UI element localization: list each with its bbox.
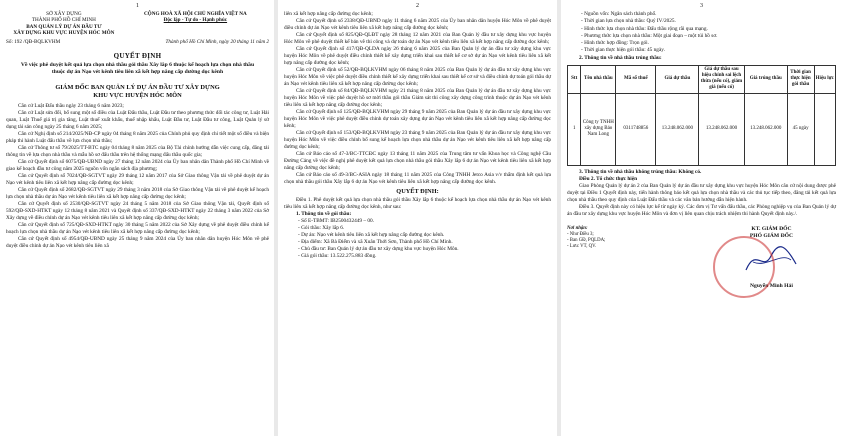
info-line: - Địa điểm: Xã Bà Điểm và xã Xuân Thới Sơn, Thành phố Hồ Chí Minh. xyxy=(298,239,453,245)
article-3: Điều 3. Quyết định này có hiệu lực kể từ ngày ký. Các đơn vị Tư vấn đấu thầu, các Phòng nghiệp vụ của Ban Quản lý dự án đầu tư xây dựng khu vực huyện Hóc Môn và đơn vị liên quan chịu trách nhiệm thi hành Quyết định này./. xyxy=(567,203,836,217)
signer-name: Nguyễn Minh Hải xyxy=(749,282,793,289)
info-line: - Chủ đầu tư: Ban Quản lý dự án đầu tư xây dựng khu vực huyện Hóc Môn. xyxy=(298,246,459,252)
legal-basis-item: Căn cứ Quyết định số 153/QĐ-BQLKVHM ngày 23 tháng 9 năm 2025 của Ban Quản lý dự án đầu tư xây dựng khu vực huyện Hóc Môn về việc điều chỉnh bổ sung kế hoạch lựa chọn nhà thầu dự án Nạo vét kênh tiêu liên xã kết hợp nâng cấp đường dọc kênh; xyxy=(284,130,551,150)
package-info-list xyxy=(284,218,551,260)
authority-heading xyxy=(6,84,269,100)
authority-line: KHU VỰC HUYỆN HÓC MÔN xyxy=(93,92,182,100)
continued-text: liên xã kết hợp nâng cấp đường dọc kênh; xyxy=(284,11,373,17)
info-line: - Phương thức lựa chọn nhà thầu: Một giai đoạn – một túi hồ sơ. xyxy=(581,32,718,39)
table-cell xyxy=(814,93,836,165)
package-info-list xyxy=(567,11,836,55)
legal-basis-item: Căn cứ Quyết định số 84/QĐ-BQLKVHM ngày 21 tháng 8 năm 2025 của Ban Quản lý dự án đầu tư xây dựng khu vực huyện Hóc Môn về việc phê duyệt hồ sơ mời thầu gói thầu Giám sát thi công xây dựng công trình thuộc dự án Nạo vét kênh tiêu liên xã kết hợp nâng cấp đường dọc kênh; xyxy=(284,88,551,108)
legal-basis-list xyxy=(6,103,269,250)
agency-line: XÂY DỰNG KHU VỰC HUYỆN HÓC MÔN xyxy=(13,29,115,36)
document-title: QUYẾT ĐỊNH xyxy=(113,52,162,61)
document-date: Thành phố Hồ Chí Minh, ngày 20 tháng 11 năm 2 xyxy=(165,39,269,46)
document-meta xyxy=(6,39,269,45)
column-header: Mã số thuế xyxy=(616,65,656,93)
signer-role: KT. GIÁM ĐỐC xyxy=(751,225,792,232)
table-cell: 13.248.062.000 xyxy=(656,93,699,165)
issuing-agency xyxy=(6,11,122,36)
page-number: 1 xyxy=(136,3,139,9)
table-cell: 45 ngày xyxy=(787,93,814,165)
national-motto xyxy=(122,11,269,36)
legal-basis-item: Căn cứ Quyết định số 825/QĐ-QLĐT ngày 28 tháng 12 năm 2021 của Ban Quản lý đầu tư xây dựng khu vực huyện Hóc Môn về phê duyệt thiết kế bản vẽ thi công và dự toán dự án Nạo vét kênh tiêu liên xã kết hợp nâng cấp đường dọc kênh; xyxy=(284,32,551,45)
info-line: - Hình thức lựa chọn nhà thầu: Đấu thầu rộng rãi qua mạng. xyxy=(581,25,708,32)
decision-heading: QUYẾT ĐỊNH: xyxy=(396,188,439,195)
winner-table xyxy=(567,65,836,166)
info-line: - Thời gian thực hiện gói thầu: 45 ngày. xyxy=(581,47,665,54)
column-header: Giá dự thầu xyxy=(656,65,699,93)
document-page-3 xyxy=(561,0,842,436)
info-line: - Số E-TBMT: IB2500432449 – 00. xyxy=(298,218,374,224)
document-page-2 xyxy=(278,0,557,436)
legal-basis-item: Căn cứ Quyết định số 2338/QĐ-UBND ngày 11 tháng 6 năm 2025 của Ủy ban nhân dân huyện Hóc Môn về phê duyệt điều chỉnh dự án Nạo vét kênh tiêu liên xã kết hợp nâng cấp đường dọc kênh; xyxy=(284,18,551,31)
agency-line: BAN QUẢN LÝ DỰ ÁN ĐẦU TƯ xyxy=(26,23,102,30)
legal-basis-item: Căn cứ Báo cáo số 47-3/BC-TTCĐC ngày 13 tháng 11 năm 2025 của Trung tâm tư vấn Khoa học và Công nghệ Cầu Đường Cảng về việc đề nghị phê duyệt kết quả lựa chọn nhà thầu gói thầu Xây lắp 6 dự án Nạo vét kênh tiêu liên xã kết hợp nâng cấp đường dọc kênh; xyxy=(284,151,551,171)
table-header-row xyxy=(568,65,836,93)
legal-basis-item: Căn cứ Quyết định số 52/QĐ-BQLKVHM ngày 06 tháng 8 năm 2025 của Ban Quản lý dự án đầu tư xây dựng khu vực huyện Hóc Môn về việc phê duyệt điều chỉnh thiết kế xây dựng triển khai sau thiết kế cơ sở và điều chỉnh dự toán gói thầu dự án Nạo vét kênh tiêu liên xã kết hợp nâng cấp đường dọc kênh; xyxy=(284,67,551,87)
legal-basis-item: Căn cứ Quyết định số 2682/QĐ-SGTVT ngày 29 tháng 3 năm 2018 của Sở Giao thông Vận tải về phê duyệt kế hoạch lựa chọn nhà thầu dự án Nạo vét kênh tiêu liên xã kết hợp nâng cấp đường dọc kênh; xyxy=(6,187,269,201)
legal-basis-item: Căn cứ Nghị định số 214/2025/NĐ-CP ngày 04 tháng 8 năm 2025 của Chính phủ quy định chi tiết một số điều và biện pháp thi hành Luật đấu thầu về lựa chọn nhà thầu; xyxy=(6,131,269,145)
recipients-label: Nơi nhận: xyxy=(567,225,588,231)
motto-line: Độc lập - Tự do - Hạnh phúc xyxy=(163,17,228,24)
agency-line: SỞ XÂY DỰNG xyxy=(46,11,82,17)
info-line: - Thời gian lựa chọn nhà thầu: Quý IV/2025. xyxy=(581,18,676,25)
legal-basis-item: Căn cứ Báo cáo số 49-3/BC-ASIA ngày 18 tháng 11 năm 2025 của Công TNHH Jetco Asia v/v thẩm định kết quả lựa chọn nhà thầu gói thầu Xây lắp 6 dự án Nạo vét kênh tiêu liên xã kết hợp nâng cấp đường dọc kênh. xyxy=(284,172,551,185)
legal-basis-item: Căn cứ Quyết định số 7024/QĐ-SGTVT ngày 29 tháng 12 năm 2017 của Sở Giao thông Vận tải về phê duyệt dự án Nạo vét kênh tiêu liên xã kết hợp nâng cấp đường dọc kênh; xyxy=(6,173,269,187)
legal-basis-item: Căn cứ Luật Đấu thầu ngày 23 tháng 6 năm 2023; xyxy=(18,103,124,110)
signer-title: PHÓ GIÁM ĐỐC xyxy=(749,232,794,239)
column-header: Stt xyxy=(568,65,581,93)
recipient-item: - Như Điều 3; xyxy=(567,231,594,237)
document-header xyxy=(6,11,269,36)
legal-basis-item: Căn cứ Quyết định số 4954/QĐ-UBND ngày 25 tháng 9 năm 2024 của Ủy ban nhân dân huyện Hóc Môn về phê duyệt điều chỉnh dự án Nạo vét kênh tiêu liên xã xyxy=(6,236,269,250)
legal-basis-item: Căn cứ Quyết định số 125/QĐ-BQLKVHM ngày 29 tháng 9 năm 2025 của Ban Quản lý dự án đầu tư xây dựng khu vực huyện Hóc Môn về việc phê duyệt điều chỉnh dự toán xây dựng dự án Nạo vét kênh tiêu liên xã kết hợp nâng cấp đường dọc kênh; xyxy=(284,109,551,129)
agency-line: THÀNH PHỐ HỒ CHÍ MINH xyxy=(31,17,96,24)
legal-basis-list xyxy=(284,18,551,186)
recipient-item: - Lưu: VT, QV. xyxy=(567,243,597,249)
official-stamp xyxy=(713,236,775,298)
signer-block xyxy=(707,226,836,290)
column-header: Hiệu lực xyxy=(814,65,836,93)
legal-basis-item: Căn cứ Luật sửa đổi, bổ sung một số điều của Luật Đấu thầu, Luật Đầu tư theo phương thức đối tác công tư, Luật Hải quan, Luật Thuế giá trị gia tăng, Luật thuế xuất khẩu, thuế nhập khẩu, Luật Đầu tư, Luật Đầu tư công, Luật Quản lý sử dụng tài sản công ngày 25 tháng 6 năm 2025; xyxy=(6,110,269,131)
signature-block xyxy=(567,226,836,290)
info-line: - Giá gói thầu: 13.522.275.883 đồng. xyxy=(298,253,377,259)
info-line: - Nguồn vốn: Ngân sách thành phố. xyxy=(581,11,657,17)
column-header: Giá trúng thầu xyxy=(744,65,787,93)
info-line: - Dự án: Nạo vét kênh tiêu liên xã kết hợp nâng cấp đường dọc kênh. xyxy=(298,232,445,238)
legal-basis-item: Căn cứ Quyết định số 725/QĐ-SXD-HTKT ngày 30 tháng 5 năm 2022 của Sở Xây dựng về phê duyệt điều chỉnh kế hoạch lựa chọn nhà thầu dự án Nạo vét kênh tiêu liên xã kết hợp nâng cấp đường dọc kênh; xyxy=(6,222,269,236)
table-cell: 13.248.062.000 xyxy=(744,93,787,165)
recipient-item: - Ban GĐ, PQLDA; xyxy=(567,237,606,243)
article-2-heading: Điều 2. Tổ chức thực hiện xyxy=(579,175,638,182)
authority-line: GIÁM ĐỐC BAN QUẢN LÝ DỰ ÁN ĐẦU TƯ XÂY DỰNG xyxy=(55,84,220,92)
info-line: - Gói thầu: Xây lắp 6. xyxy=(298,225,345,231)
page-number: 2 xyxy=(416,3,419,9)
legal-basis-item: Căn cứ Quyết định số 6075/QĐ-UBND ngày 27 tháng 12 năm 2024 của Ủy ban nhân dân Thành phố Hồ Chí Minh về giao kế hoạch đầu tư công năm 2025 nguồn vốn ngân sách địa phương; xyxy=(6,159,269,173)
table-row xyxy=(568,93,836,165)
recipients xyxy=(567,226,605,290)
info-line: - Hình thức hợp đồng: Trọn gói. xyxy=(581,40,649,47)
document-page-1 xyxy=(0,0,274,436)
legal-basis-item: Căn cứ Thông tư số 79/2025/TT-BTC ngày 04 tháng 8 năm 2025 của Bộ Tài chính hướng dẫn việc cung cấp, đăng tải thông tin về lựa chọn nhà thầu và mẫu hồ sơ đấu thầu trên hệ thống mạng đấu thầu quốc gia; xyxy=(6,145,269,159)
article-2: Giao Phòng Quản lý dự án 2 của Ban Quản lý dự án đầu tư xây dựng khu vực huyện Hóc Môn căn cứ nội dung được phê duyệt tại Điều 1 Quyết định này, tiến hành thông báo kết quả lựa chọn nhà thầu và các thủ tục tiếp theo, đăng tải kết quả lựa chọn nhà thầu theo quy định của Luật Đấu thầu và các văn bản hướng dẫn hiện hành. xyxy=(567,182,836,203)
table-cell: Công ty TNHH xây dựng Bảo Nam Long xyxy=(581,93,616,165)
motto-line: CỘNG HOÀ XÃ HỘI CHỦ NGHĨA VIỆT NA xyxy=(143,11,247,17)
table-cell: 1 xyxy=(568,93,581,165)
package-info-heading: 1. Thông tin về gói thầu: xyxy=(296,211,352,217)
article-1: Điều 1. Phê duyệt kết quả lựa chọn nhà thầu gói thầu Xây lắp 6 thuộc kế hoạch lựa chọn nhà thầu dự án Nạo vét kênh tiêu liên xã kết hợp nâng cấp đường dọc kênh, như sau: xyxy=(284,197,551,210)
column-header: Tên nhà thầu xyxy=(581,65,616,93)
table-cell: 0311748856 xyxy=(616,93,656,165)
page-number: 3 xyxy=(700,3,703,9)
document-subtitle: Về việc phê duyệt kết quả lựa chọn nhà thầu gói thầu Xây lắp 6 thuộc kế hoạch lựa chọn nhà thầu thuộc dự án Nạo vét kênh tiêu liên xã kết hợp nâng cấp đường dọc kênh xyxy=(20,62,255,76)
legal-basis-item: Căn cứ Quyết định số 2530/QĐ-SGTVT ngày 24 tháng 5 năm 2018 của Sở Giao thông Vận tải, Quyết định số 592/QĐ-SXD-HTKT ngày 12 tháng 8 năm 2021 và Quyết định số 337/QĐ-SXD-HTKT ngày 22 tháng 3 năm 2022 của Sở Xây dựng về điều chỉnh dự án Nạo vét kênh tiêu liên xã kết hợp nâng cấp đường dọc kênh; xyxy=(6,201,269,222)
document-number: Số: 192 /QĐ-BQLKVHM xyxy=(6,39,61,46)
non-winner-info: 3. Thông tin về nhà thầu không trúng thầu: Không có. xyxy=(579,168,702,175)
column-header: Thời gian thực hiện gói thầu xyxy=(787,65,814,93)
table-cell: 13.248.062.000 xyxy=(699,93,745,165)
column-header: Giá dự thầu sau hiệu chỉnh sai lệch thừa (nếu có), giảm giá (nếu có) xyxy=(699,65,745,93)
legal-basis-item: Căn cứ Quyết định số 417/QĐ-QLDA ngày 26 tháng 6 năm 2025 của Ban Quản lý dự án đầu tư xây dựng khu vực huyện Hóc Môn về phê duyệt điều chỉnh thiết kế xây dựng triển khai sau thiết kế cơ sở dự án Nạo vét kênh tiêu liên xã kết hợp nâng cấp đường dọc kênh; xyxy=(284,46,551,66)
winner-heading: 2. Thông tin về nhà thầu trúng thầu: xyxy=(579,54,662,61)
